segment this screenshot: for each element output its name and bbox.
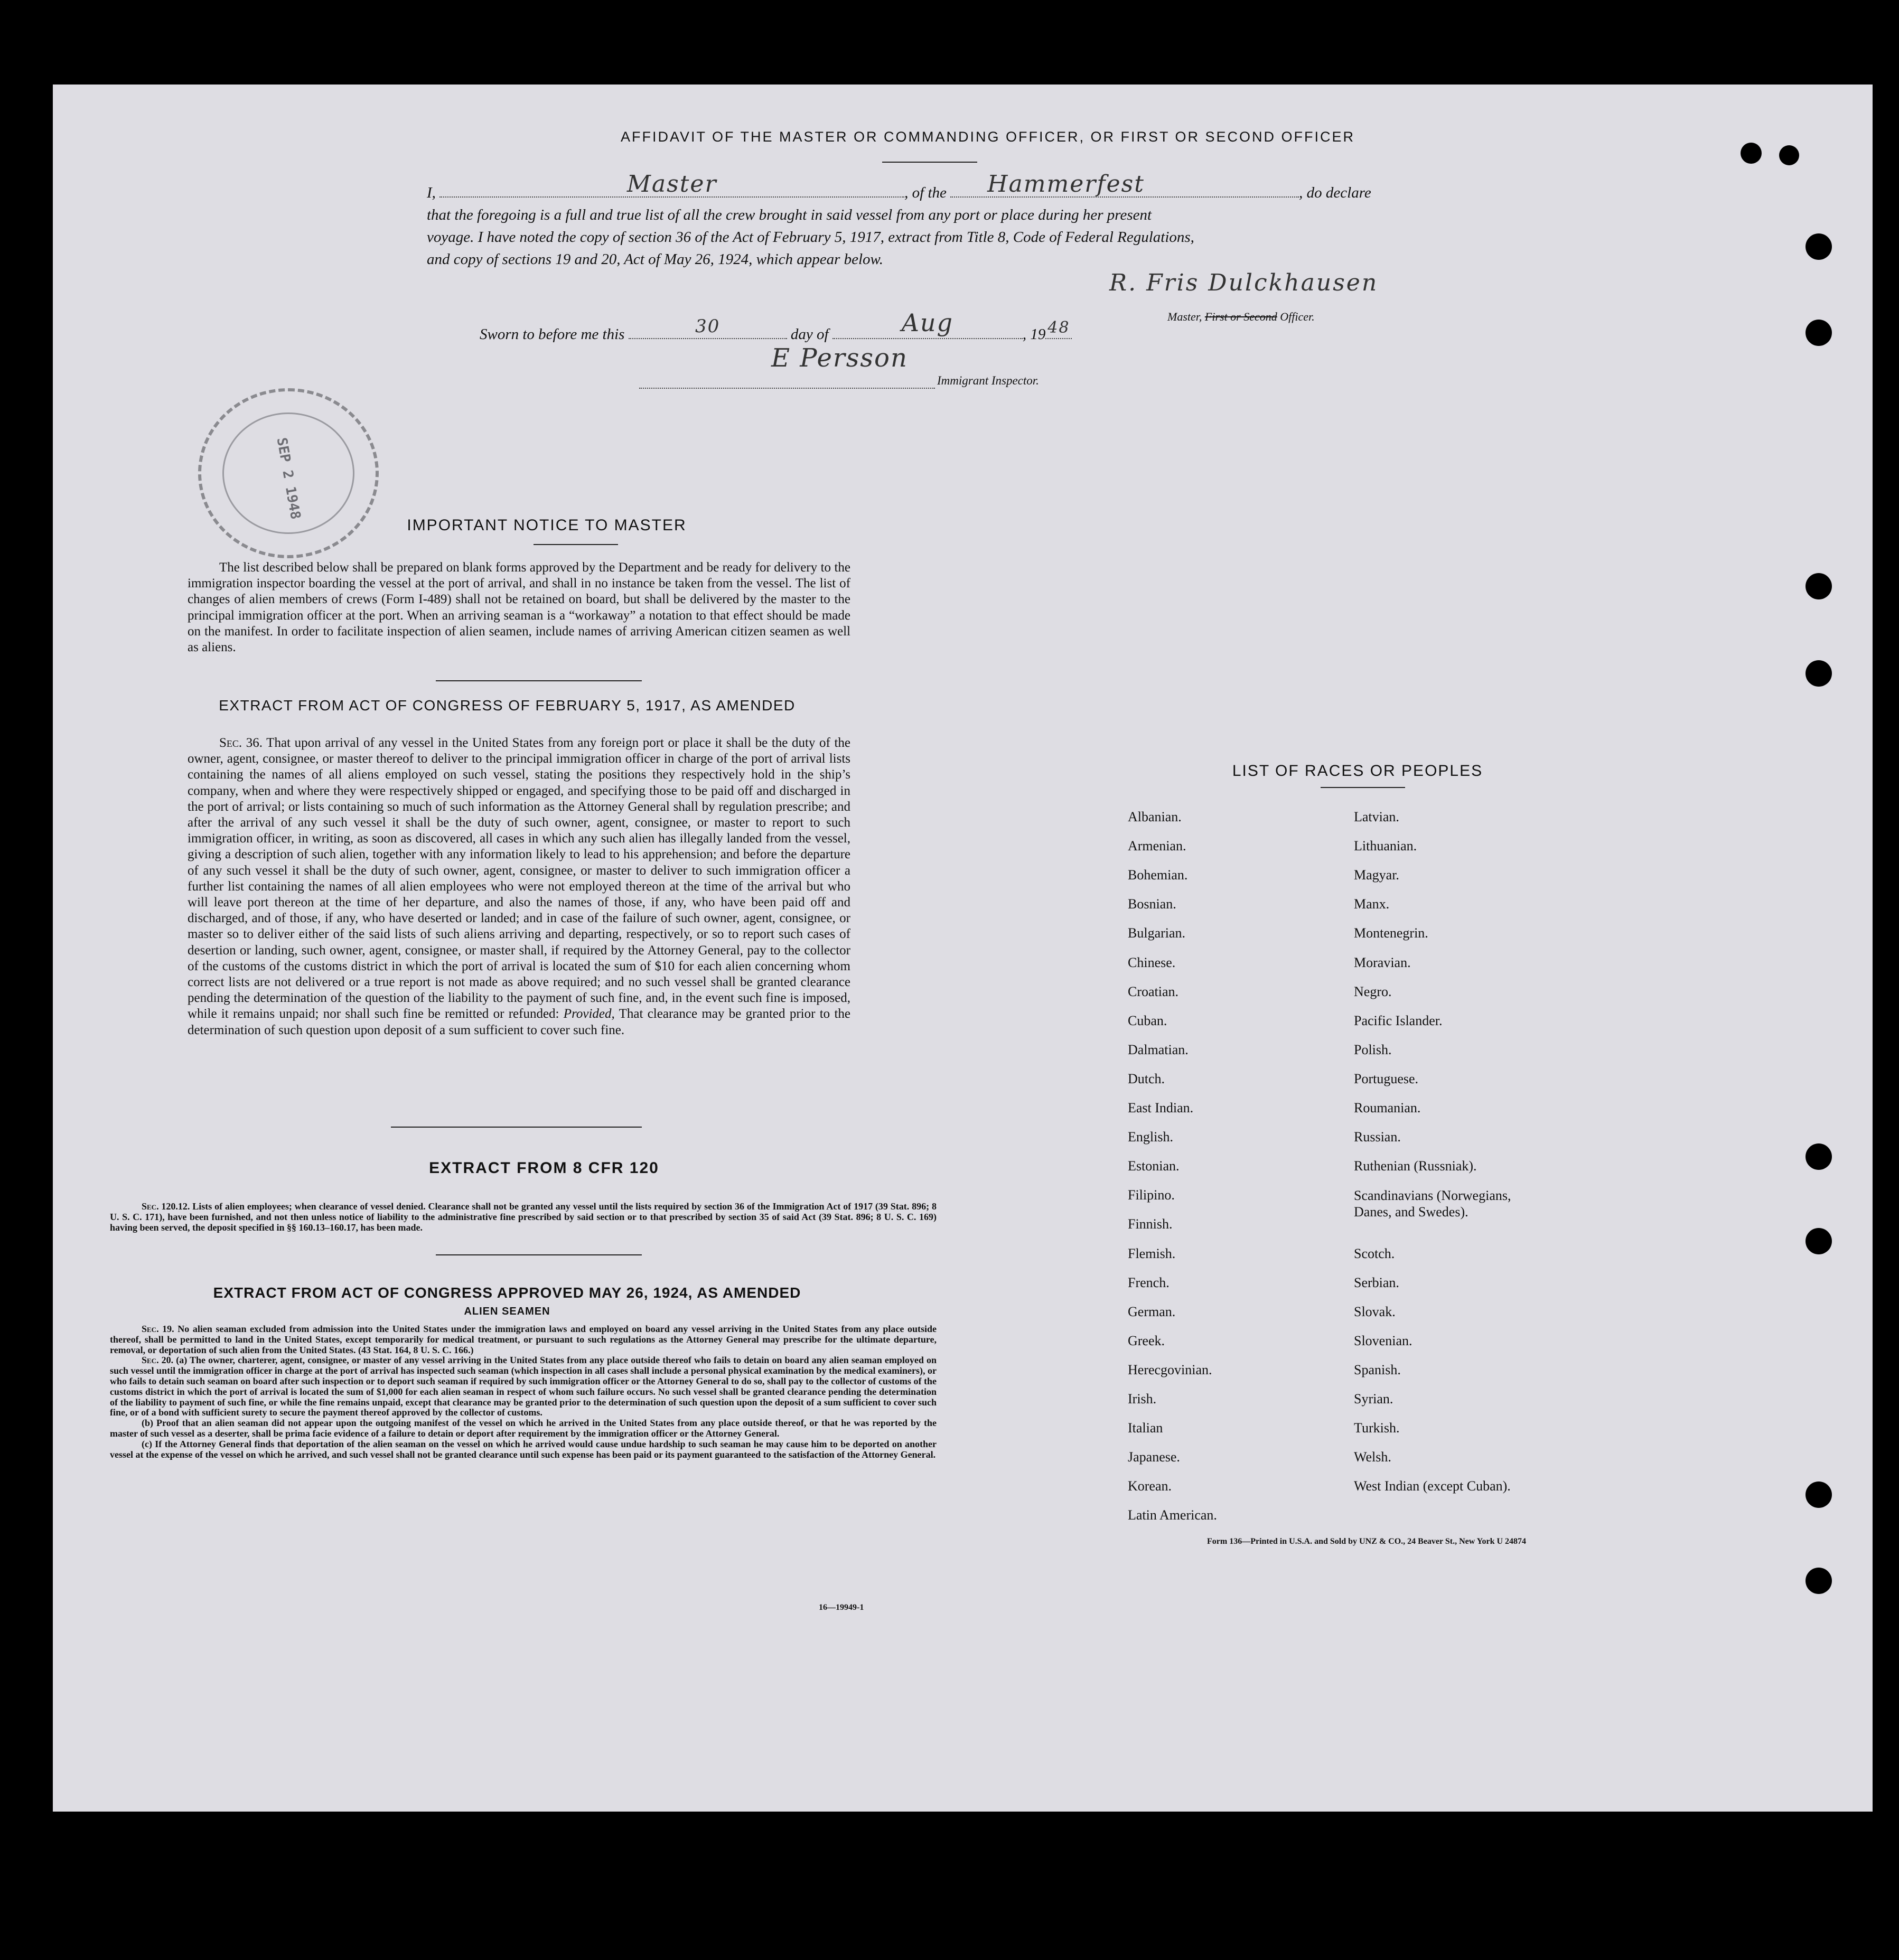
affidavit-line-2: that the foregoing is a full and true list of all the crew brought in said vessel from any port or place during her present — [427, 207, 1152, 223]
binder-hole — [1806, 1143, 1832, 1170]
notice-rule — [534, 544, 618, 545]
vessel-handwriting: Hammerfest — [987, 171, 1145, 198]
race-item: Latvian. — [1354, 809, 1399, 824]
affidavit-line-1: I, Master , of the Hammerfest , do declare — [427, 171, 1371, 201]
race-item: Spanish. — [1354, 1362, 1401, 1377]
extract-1917-title: EXTRACT FROM ACT OF CONGRESS OF FEBRUARY 5, 1917, AS AMENDED — [219, 697, 796, 714]
race-item: Japanese. — [1128, 1449, 1180, 1465]
binder-hole — [1806, 573, 1832, 599]
inspector-caption: Immigrant Inspector. — [937, 374, 1039, 387]
race-item: Welsh. — [1354, 1449, 1391, 1465]
race-item: Slovak. — [1354, 1303, 1396, 1319]
signature-caption: Master, First or Second Officer. — [1167, 310, 1315, 323]
race-item: Bulgarian. — [1128, 925, 1186, 941]
race-item: Bohemian. — [1128, 867, 1188, 883]
race-item: Polish. — [1354, 1042, 1392, 1057]
title-rule — [882, 162, 977, 163]
race-item: Filipino. — [1128, 1187, 1175, 1203]
races-title: LIST OF RACES OR PEOPLES — [1232, 762, 1483, 780]
extract-1917-body: Sec. 36. That upon arrival of any vessel in the United States from any foreign port or place it shall be the duty of the owner, agent, consignee, or master thereof to deliver to the principal immigration officer in charge of the port of arrival lists containing the names of all aliens employed on such vessel, stating the positions they respectively hold in the ship’s company, when and where they were respectively shipped or engaged, and specifying those to be paid off and discharged in the port of arrival; or lists containing so much of such information as the Attorney General shall by regulation prescribe; and after the arrival of any such vessel it shall be the duty of such owner, agent, consignee, or master to report to such immigration officer, in writing, as soon as discovered, all cases in which any such alien has illegally landed from the vessel, giving a description of such alien, together with any information likely to lead to his apprehension; and before the departure of any such vessel it shall be the duty of such owner, agent, consignee, or master to deliver to such immigration officer a further list containing the names of all alien employees who were not employed thereon at the time of the arrival but who will leave port thereon at the time of her departure, and also the names of those, if any, who have been paid off and discharged, and of those, if any, who have deserted or landed; and in case of the failure of such owner, agent, consignee, or master so to deliver either of the said lists of such aliens arriving and departing, respectively, or so to report such cases of desertion or landing, such owner, agent, consignee, or master shall, if required by the Attorney General, pay to the collector of the customs of the customs district in which the port of arrival is located the sum of $10 for each alien concerning whom correct lists are not delivered or a true report is not made as above required; and no such vessel shall be granted clearance pending the determination of the question of the liability to the payment of such fine, and, in the event such fine is imposed, while it remains unpaid; nor shall such fine be remitted or refunded: Provided, That clearance may be granted prior to the determination of such question upon deposit of a sum sufficient to cover such fine. — [188, 736, 850, 1037]
race-item: Korean. — [1128, 1478, 1172, 1494]
notice-body: The list described below shall be prepared on blank forms approved by the Department and be ready for delivery to the immigration inspector boarding the vessel at the port of arrival, and shall in no instance be taken from the vessel. The list of changes of alien members of crews (Form I-489) shall not be retained on board, but shall be delivered by the master to the principal immigration officer at the port. When an arriving seaman is a “workaway” a notation to that effect should be made on the manifest. In order to facilitate inspection of alien seamen, include names of arriving American citizen seamen as well as aliens. — [188, 560, 850, 655]
extract-cfr-body: Sec. 120.12. Lists of alien employees; when clearance of vessel denied. Clearance shall not be granted any vessel until the lists required by section 36 of the Immigration Act of 1917 (39 Stat. 896; 8 U. S. C. 171), have been furnished, and not then unless notice of liability to the administrative fine prescribed by said section or to that prescribed by section 35 of said Act (39 Stat. 896; 8 U. S. C. 169) having been served, the deposit specified in §§ 160.13–160.17, has been made. — [110, 1201, 937, 1233]
vessel-field — [950, 171, 1299, 198]
race-item: German. — [1128, 1303, 1176, 1319]
notice-title: IMPORTANT NOTICE TO MASTER — [407, 517, 687, 534]
race-item: Herecgovinian. — [1128, 1362, 1212, 1377]
name-handwriting: Master — [626, 171, 717, 198]
race-item: Dutch. — [1128, 1071, 1165, 1086]
form-number: 16—19949-1 — [819, 1603, 864, 1612]
month-field — [832, 308, 1023, 339]
race-item: French. — [1128, 1274, 1170, 1290]
extract-1924-subtitle: ALIEN SEAMEN — [464, 1306, 550, 1317]
race-item: Albanian. — [1128, 809, 1182, 824]
race-item: Serbian. — [1354, 1274, 1399, 1290]
binder-hole — [1741, 143, 1762, 164]
race-item: Cuban. — [1128, 1012, 1167, 1028]
race-item: Armenian. — [1128, 838, 1186, 854]
races-rule — [1321, 787, 1405, 788]
month-handwriting: Aug — [901, 308, 953, 337]
race-item: Finnish. — [1128, 1216, 1173, 1232]
affidavit-body — [427, 171, 1494, 270]
race-item: Lithuanian. — [1354, 838, 1417, 854]
binder-hole — [1806, 1568, 1832, 1594]
race-item: Ruthenian (Russniak). — [1354, 1158, 1477, 1174]
race-item: Portuguese. — [1354, 1071, 1419, 1086]
race-item: Estonian. — [1128, 1158, 1180, 1174]
divider — [436, 1254, 642, 1255]
affidavit-line-4: and copy of sections 19 and 20, Act of May 26, 1924, which appear below. — [427, 251, 883, 268]
sec-20b: (b) Proof that an alien seaman did not appear upon the outgoing manifest of the vessel on which he arrived in the United States from any place outside thereof, or that he was reported by the master of such vessel as a deserter, shall be prima facie evidence of a failure to detain or deport after requirement by the immigration officer or the Attorney General. — [110, 1418, 937, 1439]
year-handwriting: 48 — [1047, 318, 1070, 337]
race-item: Turkish. — [1354, 1420, 1400, 1436]
extract-1924-body — [110, 1324, 937, 1460]
binder-hole — [1806, 660, 1832, 687]
race-item: Latin American. — [1128, 1507, 1217, 1523]
race-item: Slovenian. — [1354, 1333, 1412, 1348]
race-item: Chinese. — [1128, 954, 1176, 970]
race-item: Irish. — [1128, 1391, 1157, 1406]
extract-cfr-title: EXTRACT FROM 8 CFR 120 — [429, 1159, 659, 1177]
race-item: Roumanian. — [1354, 1100, 1421, 1115]
sec-19: Sec. 19. No alien seaman excluded from admission into the United States under the immigration laws and employed on board any vessel arriving in the United States from any place outside thereof, shall be permitted to land in the United States, except temporarily for medical treatment, or pursuant to such regulations as the Attorney General may prescribe for the ultimate departure, removal, or deportation of such alien from the United States. (43 Stat. 164, 8 U. S. C. 166.) — [110, 1324, 937, 1355]
binder-hole — [1806, 320, 1832, 346]
race-item: Montenegrin. — [1354, 925, 1428, 941]
race-item: Negro. — [1354, 983, 1392, 999]
race-item: Scotch. — [1354, 1245, 1395, 1261]
race-item: Moravian. — [1354, 954, 1411, 970]
race-item: Syrian. — [1354, 1391, 1393, 1406]
race-item: Croatian. — [1128, 983, 1179, 999]
race-item: Magyar. — [1354, 867, 1399, 883]
binder-hole — [1806, 1481, 1832, 1508]
binder-hole — [1806, 1228, 1832, 1254]
affidavit-line-3: voyage. I have noted the copy of section 36 of the Act of February 5, 1917, extract from Title 8, Code of Federal Regulations, — [427, 229, 1194, 246]
race-item: Italian — [1128, 1420, 1163, 1436]
year-field — [1045, 318, 1072, 339]
sec-20c: (c) If the Attorney General finds that deportation of the alien seaman on the vessel on which he arrived would cause undue hardship to such seaman he may cause him to be deported on another vessel at the expense of the vessel on which he arrived, and such vessel shall not be granted clearance until such expense has been paid or its payment guaranteed to the satisfaction of the Attorney General. — [110, 1438, 937, 1460]
race-item: Russian. — [1354, 1129, 1401, 1145]
day-handwriting: 30 — [695, 316, 721, 337]
race-item: Manx. — [1354, 896, 1390, 912]
binder-hole — [1806, 233, 1832, 260]
race-item: English. — [1128, 1129, 1173, 1145]
day-field — [629, 316, 787, 339]
race-item: Dalmatian. — [1128, 1042, 1189, 1057]
race-item: East Indian. — [1128, 1100, 1194, 1115]
divider — [391, 1127, 642, 1128]
stamp-date: SEP 2 1948 — [273, 436, 304, 521]
inspector-signature: E Persson — [771, 343, 908, 373]
race-item: Flemish. — [1128, 1245, 1176, 1261]
race-item: Pacific Islander. — [1354, 1012, 1443, 1028]
race-item: Greek. — [1128, 1333, 1165, 1348]
document-page — [53, 85, 1873, 1812]
binder-hole — [1779, 145, 1799, 165]
printer-imprint: Form 136—Printed in U.S.A. and Sold by UNZ & CO., 24 Beaver St., New York U 24874 — [1207, 1537, 1527, 1546]
extract-1924-title: EXTRACT FROM ACT OF CONGRESS APPROVED MAY 26, 1924, AS AMENDED — [213, 1284, 801, 1301]
divider — [436, 680, 642, 681]
race-item: Scandinavians (Norwegians, Danes, and Swedes). — [1354, 1188, 1511, 1220]
sworn-line: Sworn to before me this 30 day of Aug , 19 48 — [480, 321, 1072, 343]
master-signature: R. Fris Dulckhausen — [1109, 269, 1379, 296]
name-field — [439, 171, 904, 198]
race-item: West Indian (except Cuban). — [1354, 1478, 1511, 1494]
sec-20a: Sec. 20. (a) The owner, charterer, agent, consignee, or master of any vessel arriving in the United States from any place outside thereof who fails to detain on board any alien seaman employed on such vessel until the immigration officer in charge at the port of arrival has inspected such seaman (which inspection in all cases shall include a personal physical examination by the medical examiners), or who fails to detain such seaman on board after such inspection or to deport such seaman if required by such immigration officer or the Attorney General to do so, shall pay to the collector of customs of the customs district in which the port of arrival is located the sum of $1,000 for each alien seaman in respect of whom such failure occurs. No such vessel shall be granted clearance pending the determination of the liability to payment of such fine, or while the fine remains unpaid, except that clearance may be granted prior to the determination of such question upon the deposit of a sum sufficient to cover such fine, or of a bond with sufficient surety to secure the payment thereof approved by the collector of customs. — [110, 1355, 937, 1418]
affidavit-title: AFFIDAVIT OF THE MASTER OR COMMANDING OFFICER, OR FIRST OR SECOND OFFICER — [620, 129, 1355, 145]
race-item: Bosnian. — [1128, 896, 1176, 912]
